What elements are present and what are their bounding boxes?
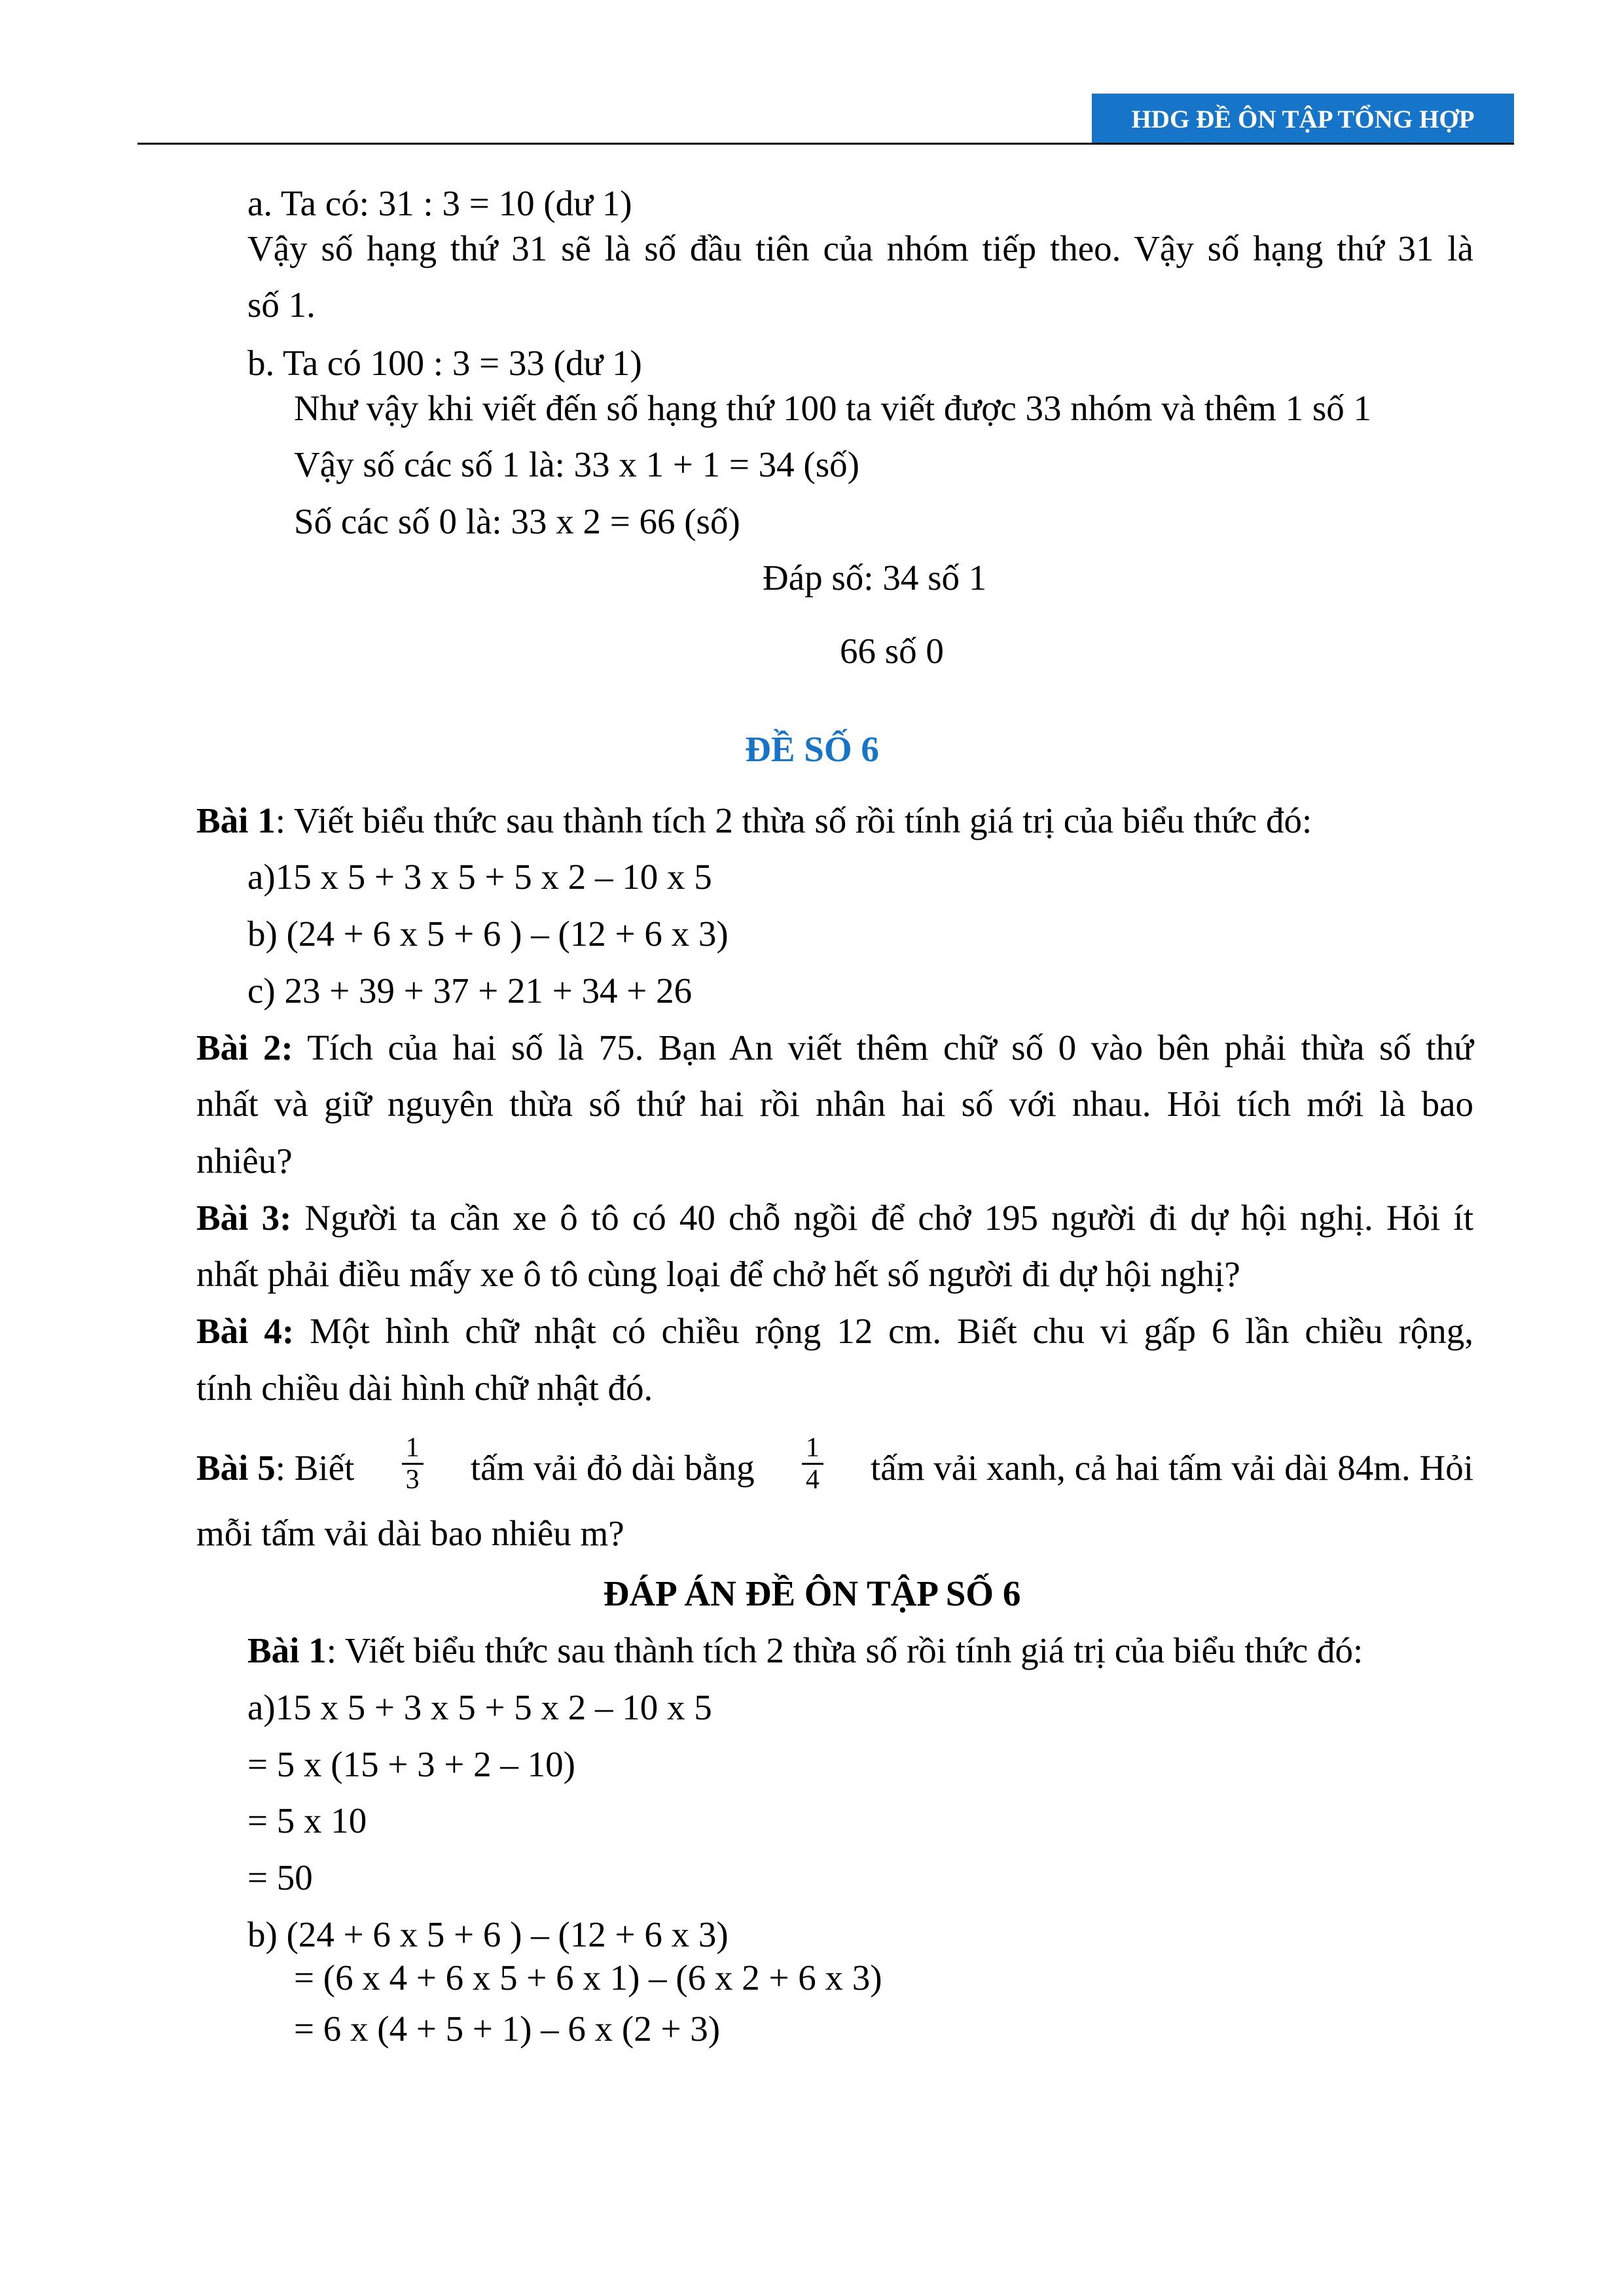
answers-b-line2: = (6 x 4 + 6 x 5 + 6 x 1) – (6 x 2 + 6 x 3) (294, 1958, 882, 1998)
fraction-1-numerator: 1 (402, 1433, 424, 1465)
answers-a-line4: = 50 (247, 1857, 313, 1897)
header-badge: HDG ĐỀ ÔN TẬP TỔNG HỢP (1092, 94, 1514, 145)
header-rule (137, 143, 1514, 145)
answers-a-line1: a)15 x 5 + 3 x 5 + 5 x 2 – 10 x 5 (247, 1687, 712, 1727)
answers-b-line3: = 6 x (4 + 5 + 1) – 6 x (2 + 3) (294, 2009, 721, 2049)
exam-bai3-line1 (196, 1197, 1473, 1239)
prev-b-line1: b. Ta có 100 : 3 = 33 (dư 1) (247, 343, 642, 383)
exam-bai1-a: a)15 x 5 + 3 x 5 + 5 x 2 – 10 x 5 (247, 857, 712, 897)
exam-bai4-text1: Một hình chữ nhật có chiều rộng 12 cm. Biết chu vi gấp 6 lần chiều rộng, (294, 1311, 1474, 1351)
answers-a-line3: = 5 x 10 (247, 1801, 367, 1840)
answers-bai1-label: Bài 1 (247, 1630, 327, 1670)
exam-bai1-b: b) (24 + 6 x 5 + 6 ) – (12 + 6 x 3) (247, 914, 729, 954)
exam-bai5-label: Bài 5 (196, 1447, 276, 1488)
exam-bai3-label: Bài 3: (196, 1198, 292, 1238)
answers-b-line1: b) (24 + 6 x 5 + 6 ) – (12 + 6 x 3) (247, 1914, 729, 1954)
prev-b-line4: Số các số 0 là: 33 x 2 = 66 (số) (294, 501, 740, 541)
prev-answer1: Đáp số: 34 số 1 (763, 558, 987, 598)
exam-bai1-c: c) 23 + 39 + 37 + 21 + 34 + 26 (247, 971, 693, 1011)
exam-bai5-fraction-1 (402, 1433, 424, 1495)
answers-title: ĐÁP ÁN ĐỀ ÔN TẬP SỐ 6 (603, 1573, 1021, 1613)
answers-bai1-text: : Viết biểu thức sau thành tích 2 thừa số rồi tính giá trị của biểu thức đó: (326, 1630, 1363, 1670)
exam-bai1-text: : Viết biểu thức sau thành tích 2 thừa số rồi tính giá trị của biểu thức đó: (275, 800, 1312, 840)
exam-bai5-fraction-2 (802, 1433, 823, 1495)
exam-bai4-line2: tính chiều dài hình chữ nhật đó. (196, 1368, 653, 1408)
exam-title: ĐỀ SỐ 6 (745, 729, 879, 769)
prev-b-line2: Như vậy khi viết đến số hạng thứ 100 ta viết được 33 nhóm và thêm 1 số 1 (294, 388, 1372, 428)
exam-bai1 (196, 800, 1312, 842)
exam-bai5-line2: mỗi tấm vải dài bao nhiêu m? (196, 1513, 624, 1553)
exam-bai4-label: Bài 4: (196, 1311, 295, 1351)
exam-bai2-label: Bài 2: (196, 1028, 293, 1067)
fraction-1-denominator: 3 (405, 1465, 420, 1495)
exam-bai5-line1 (196, 1433, 1473, 1499)
prev-a-line1: a. Ta có: 31 : 3 = 10 (dư 1) (247, 183, 632, 223)
exam-bai2-text1: Tích của hai số là 75. Bạn An viết thêm chữ số 0 vào bên phải thừa số thứ (293, 1028, 1473, 1067)
prev-a-line2: Vậy số hạng thứ 31 sẽ là số đầu tiên của nhóm tiếp theo. Vậy số hạng thứ 31 là (247, 228, 1473, 268)
prev-answer2: 66 số 0 (840, 631, 944, 671)
exam-bai2-line2: nhất và giữ nguyên thừa số thứ hai rồi nhân hai số với nhau. Hỏi tích mới là bao (196, 1084, 1473, 1124)
prev-b-line3: Vậy số các số 1 là: 33 x 1 + 1 = 34 (số) (294, 444, 859, 484)
exam-bai3-line2: nhất phải điều mấy xe ô tô cùng loại để chở hết số người đi dự hội nghị? (196, 1254, 1240, 1294)
prev-a-line3: số 1. (247, 285, 316, 325)
answers-a-line2: = 5 x (15 + 3 + 2 – 10) (247, 1744, 575, 1784)
exam-bai5-pre: : Biết (275, 1447, 355, 1488)
exam-bai2-line3: nhiêu? (196, 1141, 293, 1181)
exam-bai5-lead (196, 1447, 354, 1489)
exam-bai4-line1 (196, 1310, 1473, 1352)
exam-bai5-post: tấm vải xanh, cả hai tấm vải dài 84m. Hỏi (871, 1447, 1473, 1488)
exam-bai1-label: Bài 1 (196, 800, 276, 840)
answers-bai1 (247, 1630, 1363, 1672)
fraction-2-denominator: 4 (805, 1465, 820, 1495)
exam-bai3-text1: Người ta cần xe ô tô có 40 chỗ ngồi để chở 195 người đi dự hội nghị. Hỏi ít (291, 1198, 1473, 1238)
exam-bai5-mid: tấm vải đỏ dài bằng (470, 1447, 755, 1488)
fraction-2-numerator: 1 (802, 1433, 823, 1465)
exam-bai2-line1 (196, 1027, 1473, 1069)
